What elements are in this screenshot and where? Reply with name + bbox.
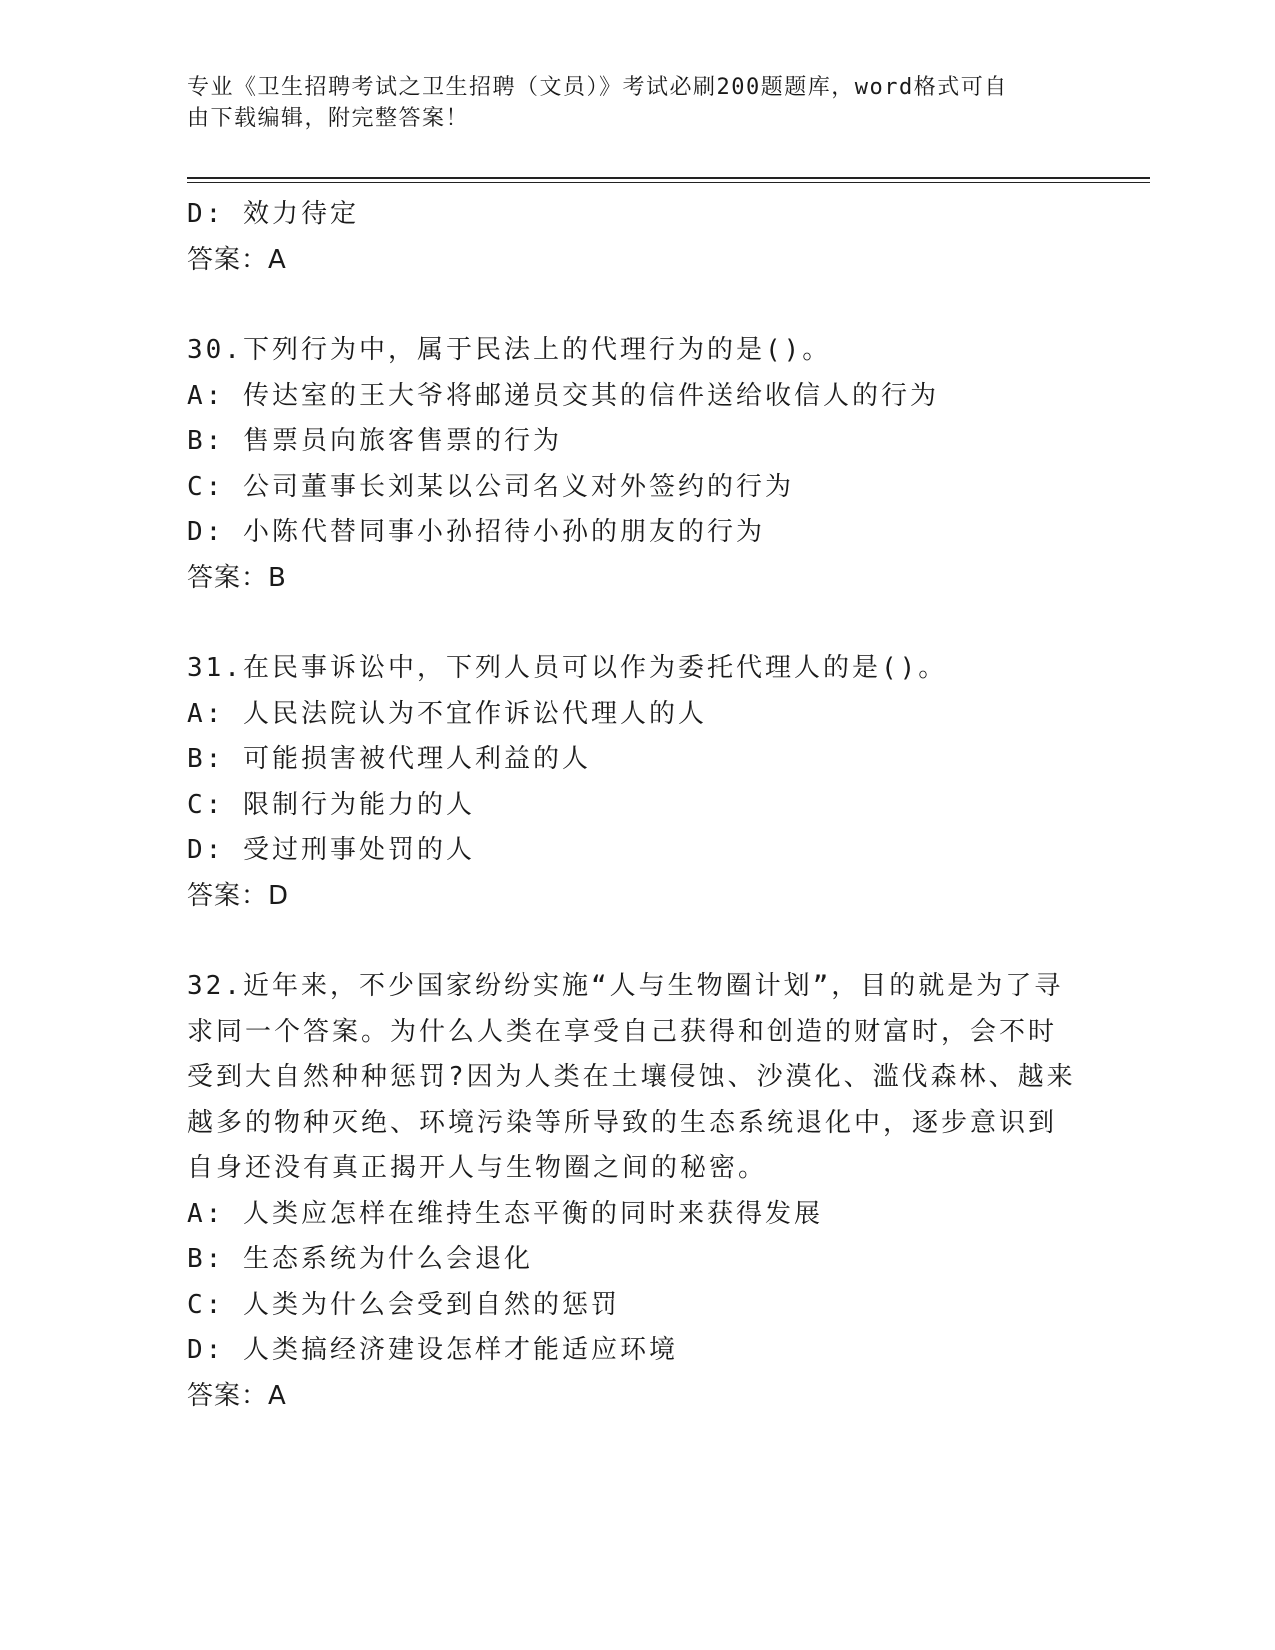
option-c: C: 限制行为能力的人 <box>187 789 475 820</box>
question-stem: 30.下列行为中，属于民法上的代理行为的是()。 <box>187 335 832 365</box>
question-stem-line: 求同一个答案。为什么人类在享受自己获得和创造的财富时，会不时 <box>187 1016 1058 1047</box>
question-32 <box>187 964 1087 1419</box>
option-d: D: 人类搞经济建设怎样才能适应环境 <box>187 1335 678 1365</box>
question-29-tail <box>187 192 1087 283</box>
option-c: C: 公司董事长刘某以公司名义对外签约的行为 <box>187 471 794 502</box>
question-31 <box>187 646 1087 919</box>
question-stem-line: 32.近年来，不少国家纷纷实施“人与生物圈计划”，目的就是为了寻 <box>187 971 1064 1001</box>
question-stem-line: 自身还没有真正揭开人与生物圈之间的秘密。 <box>187 1153 768 1183</box>
header-divider-thick <box>187 177 1150 179</box>
option-b: B: 可能损害被代理人利益的人 <box>187 744 591 774</box>
question-30 <box>187 328 1087 601</box>
header-divider-thin <box>187 182 1150 183</box>
answer: 答案：D <box>187 880 290 911</box>
option-a: A: 传达室的王大爷将邮递员交其的信件送给收信人的行为 <box>187 380 939 411</box>
question-stem-line: 越多的物种灭绝、环境污染等所导致的生态系统退化中，逐步意识到 <box>187 1107 1058 1138</box>
option-d: D: 效力待定 <box>187 199 359 229</box>
option-a: A: 人民法院认为不宜作诉讼代理人的人 <box>187 698 707 729</box>
answer: 答案：B <box>187 562 287 593</box>
header-line-1: 专业《卫生招聘考试之卫生招聘（文员）》考试必刷200题题库，word格式可自 <box>187 75 1008 100</box>
answer: 答案：A <box>187 244 287 275</box>
option-c: C: 人类为什么会受到自然的惩罚 <box>187 1289 620 1320</box>
option-b: B: 售票员向旅客售票的行为 <box>187 426 562 456</box>
option-d: D: 受过刑事处罚的人 <box>187 835 475 865</box>
header-line-2: 由下载编辑，附完整答案！ <box>187 106 470 131</box>
answer: 答案：A <box>187 1380 287 1411</box>
document-body <box>187 192 1087 1419</box>
option-d: D: 小陈代替同事小孙招待小孙的朋友的行为 <box>187 517 765 547</box>
option-b: B: 生态系统为什么会退化 <box>187 1244 533 1274</box>
question-stem: 31.在民事诉讼中，下列人员可以作为委托代理人的是()。 <box>187 653 948 683</box>
document-header <box>187 72 1067 134</box>
option-a: A: 人类应怎样在维持生态平衡的同时来获得发展 <box>187 1198 823 1229</box>
question-stem-line: 受到大自然种种惩罚?因为人类在土壤侵蚀、沙漠化、滥伐森林、越来 <box>187 1062 1076 1092</box>
